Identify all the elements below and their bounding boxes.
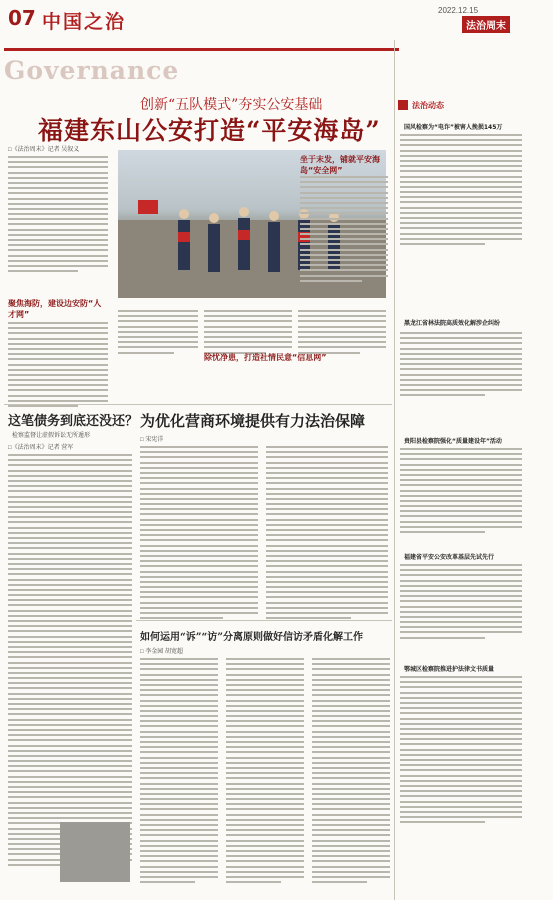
article-2-title: 为优化营商环境提供有力法治保障: [140, 412, 366, 430]
issue-date: 2022.12.15: [438, 6, 479, 15]
article-2-col1: [140, 446, 258, 622]
sidebar-text-1: [400, 134, 522, 248]
sidebar-item-1: 国风检察为“电诈”被害人挽损145万: [404, 124, 503, 131]
lead-byline: □《法治周末》记者 吴叙义: [8, 147, 80, 153]
sidebar-text-6: [400, 676, 522, 826]
sidebar-text-4: [400, 448, 522, 536]
lead-text-col1b: [8, 322, 108, 410]
article-2-byline: □ 宋宪洋: [140, 437, 164, 443]
portrait-photo: [60, 822, 130, 882]
lead-text-col2: [118, 310, 198, 357]
lead-subhead-3: 坐于末发，铺就平安海岛“安全网”: [300, 155, 380, 175]
article-3-col2: [226, 658, 304, 886]
page-number: 07: [8, 6, 36, 30]
lead-text-col1: [8, 156, 108, 275]
sidebar-text-5: [400, 564, 522, 642]
lead-text-col4: [298, 310, 386, 357]
masthead-logo: 法治周末: [462, 16, 510, 33]
sidebar-marker-icon: [398, 100, 408, 110]
block-divider: [4, 404, 392, 405]
column-divider: [394, 40, 395, 900]
section-title-en: Governance: [4, 56, 180, 85]
article-1-title: 这笔债务到底还没还？: [8, 414, 139, 429]
article-1-col1: [8, 454, 132, 869]
lead-text-col5: [300, 176, 388, 285]
lead-kicker: 创新“五队模式”夯实公安基础: [140, 97, 323, 113]
sidebar-item-6: 鄂城区检察院推进护法律文书质量: [404, 666, 495, 673]
lead-title: 福建东山公安打造“平安海岛”: [38, 116, 381, 145]
sidebar-heading: 法治动态: [412, 101, 444, 110]
sidebar-item-4: 贵阳县检察院强化“质量建设年”活动: [404, 438, 502, 445]
article-3-col3: [312, 658, 390, 886]
lead-text-col3: [204, 310, 292, 357]
header-rule: [4, 48, 399, 51]
sidebar-text-2: [400, 332, 522, 399]
article-1-sub: 检察监督让虚假诉讼无所遁形: [12, 432, 91, 439]
article-3-col1: [140, 658, 218, 886]
lead-subhead-1: 聚焦海防，建设边安防“人才网”: [8, 299, 102, 319]
article-1-byline: □《法治周末》记者 营军: [8, 445, 74, 451]
article-3-byline: □ 李金园 胡宽超: [140, 649, 183, 655]
article-3-title: 如何运用“诉”“访”分离原则做好信访矛盾化解工作: [140, 632, 364, 643]
block-divider-2: [136, 620, 392, 621]
article-2-col2: [266, 446, 388, 622]
sidebar-item-5: 福建省平安公安改革基层先试先行: [404, 554, 495, 561]
section-title: 中国之治: [42, 11, 127, 33]
sidebar-item-2: 黑龙江省林法院高质效化解涉企纠纷: [404, 320, 501, 327]
lead-subhead-2: 除忧净患，打造社情民意“信息网”: [204, 353, 327, 362]
